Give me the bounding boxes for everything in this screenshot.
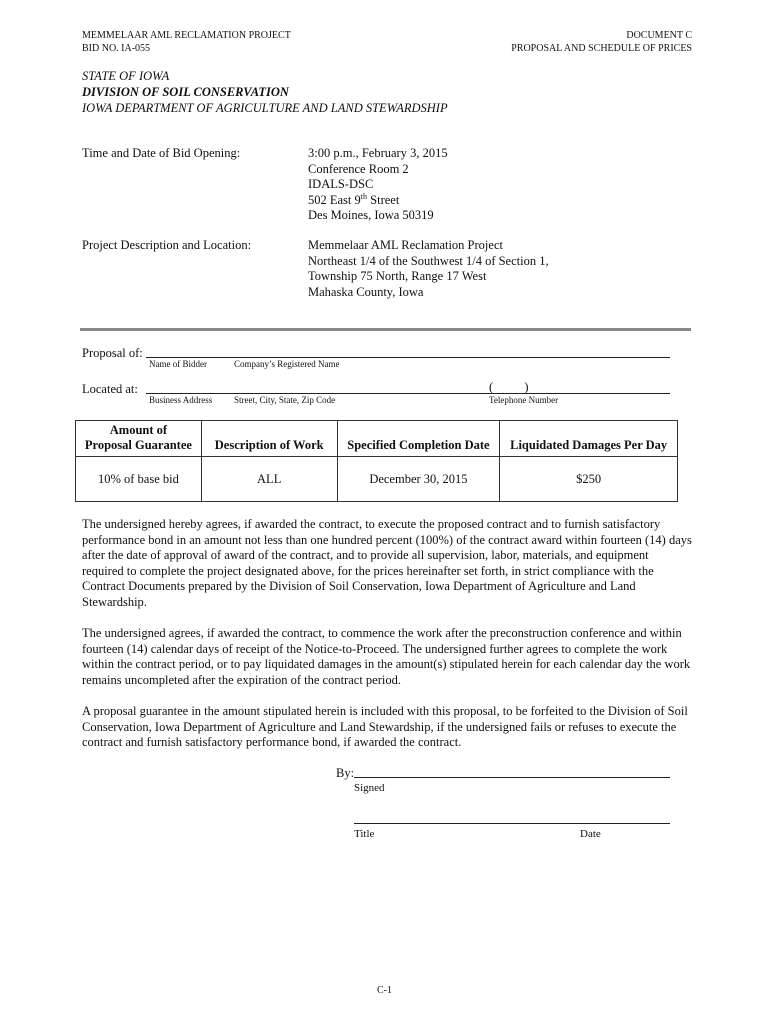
phone-parens: ( ) [489, 380, 529, 394]
paragraph-text: The undersigned agrees, if awarded the contract, to commence the work after the preconstruction conference and within fourteen (14) calendar days of receipt of the Notice-to-Proceed. The undersigned further agrees to complete the work within the contract period, or to pay liquidated damages in the amount(s) stipulated herein for each calendar day the work remains uncompleted after the expiration of the contract period. [82, 626, 691, 687]
bid-opening-street [308, 193, 448, 209]
bid-opening-city: Des Moines, Iowa 50319 [308, 208, 434, 222]
name-of-bidder-caption: Name of Bidder [149, 359, 207, 369]
header-description: Description of Work [201, 421, 337, 457]
cell-completion-date: December 30, 2015 [337, 457, 500, 502]
header-line-2: Proposal Guarantee [84, 438, 192, 452]
bid-opening-time: 3:00 p.m., February 3, 2015 [308, 146, 448, 160]
document-id: DOCUMENT C [626, 30, 692, 41]
bid-opening-details [308, 146, 448, 224]
page-number: C-1 [377, 985, 392, 996]
signed-caption: Signed [354, 782, 385, 794]
bidder-name-line[interactable] [146, 357, 670, 358]
paragraph-guarantee [82, 704, 692, 751]
header-proposal-guarantee [76, 421, 202, 457]
paragraph-agreement [82, 517, 692, 610]
project-label: Project Description and Location: [82, 238, 252, 252]
header-line-1: Amount of [109, 423, 168, 437]
cell-guarantee: 10% of base bid [76, 457, 202, 502]
date-caption: Date [580, 828, 601, 840]
signature-line[interactable] [354, 777, 670, 778]
project-county: Mahaska County, Iowa [308, 284, 424, 299]
agency-division: DIVISION OF SOIL CONSERVATION [82, 85, 289, 99]
price-schedule-table [75, 420, 678, 502]
table-row [76, 457, 678, 502]
paragraph-text: A proposal guarantee in the amount stipulated herein is included with this proposal, to be forfeited to the Division of Soil Conservation, Iowa Department of Agriculture and Land Stewardship, if the undersigned fails or refuses to execute the contract and furnish satisfactory performance bond, if awarded the contract. [82, 704, 688, 749]
street-name: Street [367, 192, 400, 207]
title-date-line[interactable] [354, 823, 670, 824]
project-details [308, 238, 549, 300]
paragraph-commencement [82, 626, 692, 688]
bid-opening-room: Conference Room 2 [308, 161, 409, 176]
registered-name-caption: Company’s Registered Name [234, 359, 340, 369]
by-label: By: [336, 766, 355, 780]
telephone-caption: Telephone Number [489, 395, 559, 405]
header-completion-date: Specified Completion Date [337, 421, 500, 457]
cell-damages: $250 [500, 457, 678, 502]
bid-opening-place: IDALS-DSC [308, 177, 374, 191]
title-caption: Title [354, 828, 375, 840]
street-number: 502 East 9 [308, 192, 361, 207]
project-location-2: Township 75 North, Range 17 West [308, 269, 487, 283]
street-caption: Street, City, State, Zip Code [234, 395, 336, 405]
section-divider [80, 328, 691, 331]
header-liquidated-damages: Liquidated Damages Per Day [500, 421, 678, 457]
project-name: MEMMELAAR AML RECLAMATION PROJECT [82, 30, 291, 41]
agency-block [82, 68, 448, 116]
cell-description: ALL [201, 457, 337, 502]
table-header-row [76, 421, 678, 457]
header-left [82, 29, 291, 55]
header-right [511, 29, 692, 55]
located-at-label: Located at: [82, 382, 138, 396]
street-ordinal: th [360, 191, 368, 201]
business-address-caption: Business Address [149, 395, 213, 405]
agency-department: IOWA DEPARTMENT OF AGRICULTURE AND LAND STEWARDSHIP [82, 101, 448, 115]
address-line[interactable] [146, 393, 670, 394]
proposal-of-label: Proposal of: [82, 346, 143, 360]
agency-state: STATE OF IOWA [82, 69, 170, 83]
project-title: Memmelaar AML Reclamation Project [308, 238, 503, 252]
document-title: PROPOSAL AND SCHEDULE OF PRICES [511, 43, 692, 54]
paragraph-text: The undersigned hereby agrees, if awarded the contract, to execute the proposed contract and to furnish satisfactory performance bond in an amount not less than one hundred percent (100%) of the contract award within fourteen (14) days after the date of approval of award of the contract, and to provide all supervision, labor, materials, and equipment required to complete the project designated above, for the prices hereinafter set forth, in strict compliance with the Contract Documents prepared by the Division of Soil Conservation, Iowa Department of Agriculture and Land Stewardship. [82, 517, 692, 609]
bid-opening-label: Time and Date of Bid Opening: [82, 146, 241, 160]
project-location-1: Northeast 1/4 of the Southwest 1/4 of Section 1, [308, 253, 549, 268]
bid-number: BID NO. IA-055 [82, 43, 151, 54]
